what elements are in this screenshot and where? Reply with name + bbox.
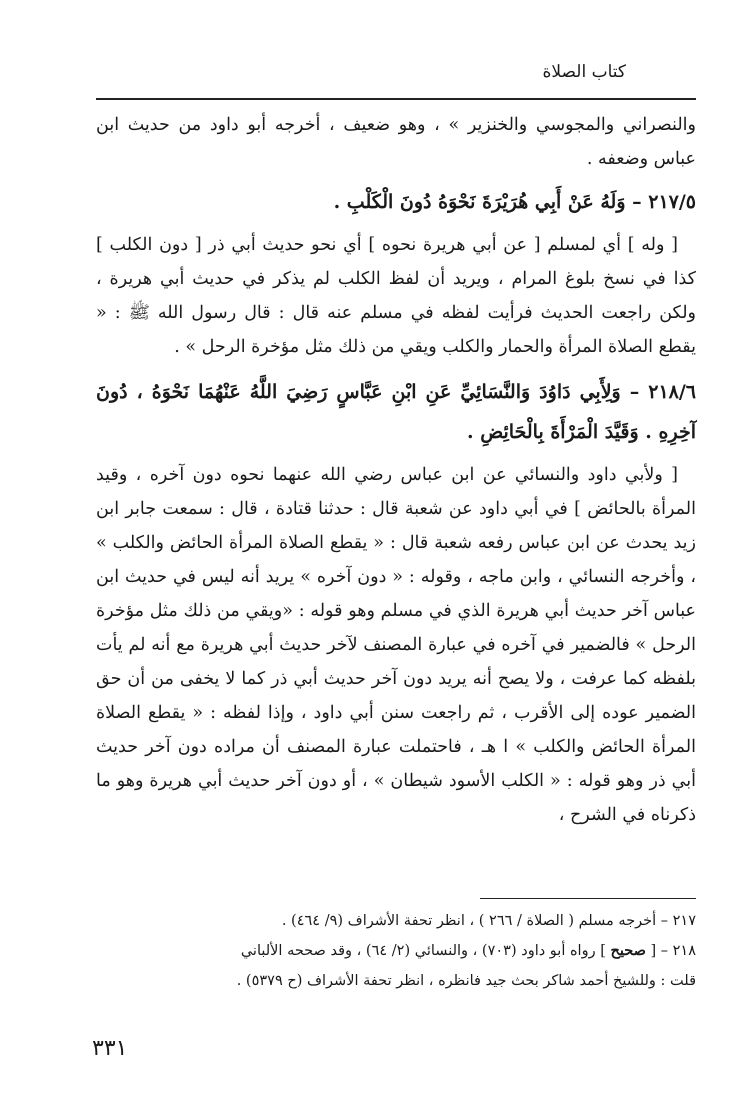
header-rule xyxy=(96,98,696,100)
commentary-218: [ ولأبي داود والنسائي عن ابن عباس رضي الله عنهما نحوه دون آخره ، وقيد المرأة بالحائض ] في أبي داود عن شعبة قال : حدثنا قتادة ، قال : سمعت جابر ابن زيد يحدث عن ابن عباس رفعه شعبة قال : « يقطع الصلاة المرأة الحائض والكلب » ، وأخرجه النسائي ، وابن ماجه ، وقوله : « دون آخره » يريد أنه ليس في حديث ابن عباس آخر حديث أبي هريرة الذي في مسلم وهو قوله : «ويقي من ذلك مثل مؤخرة الرحل » فالضمير في آخره في عبارة المصنف لآخر حديث أبي هريرة مع أنه لم يأت بلفظه كما عرفت ، ولا يصح أنه يريد دون آخر حديث أبي ذر كما لا يخفى من أن حق الضمير عوده إلى الأقرب ، ثم راجعت سنن أبي داود ، وإذا لفظه : « يقطع الصلاة المرأة الحائض والكلب » ا هـ ، فاحتملت عبارة المصنف أن مراده دون آخر حديث أبي ذر وهو قوله : « الكلب الأسود شيطان » ، أو دون آخر حديث أبي هريرة وهو ما ذكرناه في الشرح ، xyxy=(96,465,696,825)
footnote-217: ٢١٧ – أخرجه مسلم ( الصلاة / ٢٦٦ ) ، انظر تحفة الأشراف (٩/ ٤٦٤) . xyxy=(281,913,696,929)
footnote-218 xyxy=(96,936,696,966)
footnote-218-rest: ] رواه أبو داود (٧٠٣) ، والنسائي (٢/ ٦٤) ، وقد صححه الألباني xyxy=(240,943,611,959)
paragraph-continuation: والنصراني والمجوسي والخنزير » ، وهو ضعيف ، أخرجه أبو داود من حديث ابن عباس وضعفه . xyxy=(96,115,696,169)
main-text xyxy=(96,108,696,832)
commentary-217: [ وله ] أي لمسلم [ عن أبي هريرة نحوه ] أي نحو حديث أبي ذر [ دون الكلب ] كذا في نسخ بلوغ المرام ، ويريد أن لفظ الكلب لم يذكر في حديث أبي هريرة ، ولكن راجعت الحديث فرأيت لفظه في مسلم عنه قال : قال رسول الله ﷺ : « يقطع الصلاة المرأة والحمار والكلب ويقي من ذلك مثل مؤخرة الرحل » . xyxy=(96,235,696,357)
footnote-218-prefix: ٢١٨ – [ xyxy=(645,943,696,959)
footnote-218-grade: صحيح xyxy=(610,942,646,959)
footnotes xyxy=(96,906,696,996)
hadith-218: ٢١٨/٦ – وَلِأَبِي دَاوُدَ وَالنَّسَائِيِّ عَنِ ابْنِ عَبَّاسٍ رَضِيَ اللَّهُ عَنْهُمَا نَحْوَهُ ، دُونَ آخِرِهِ . وَقَيَّدَ الْمَرْأَةَ بِالْحَائِضِ . xyxy=(96,381,696,443)
hadith-217: ٢١٧/٥ – وَلَهُ عَنْ أَبِي هُرَيْرَةَ نَحْوَهُ دُونَ الْكَلْبِ . xyxy=(333,191,696,213)
footnote-218-note: قلت : وللشيخ أحمد شاكر بحث جيد فانظره ، انظر تحفة الأشراف (ح ٥٣٧٩) . xyxy=(236,973,696,989)
page-number: ٣٣١ xyxy=(92,1036,128,1061)
footnote-rule xyxy=(480,898,696,899)
running-head: كتاب الصلاة xyxy=(542,62,626,82)
